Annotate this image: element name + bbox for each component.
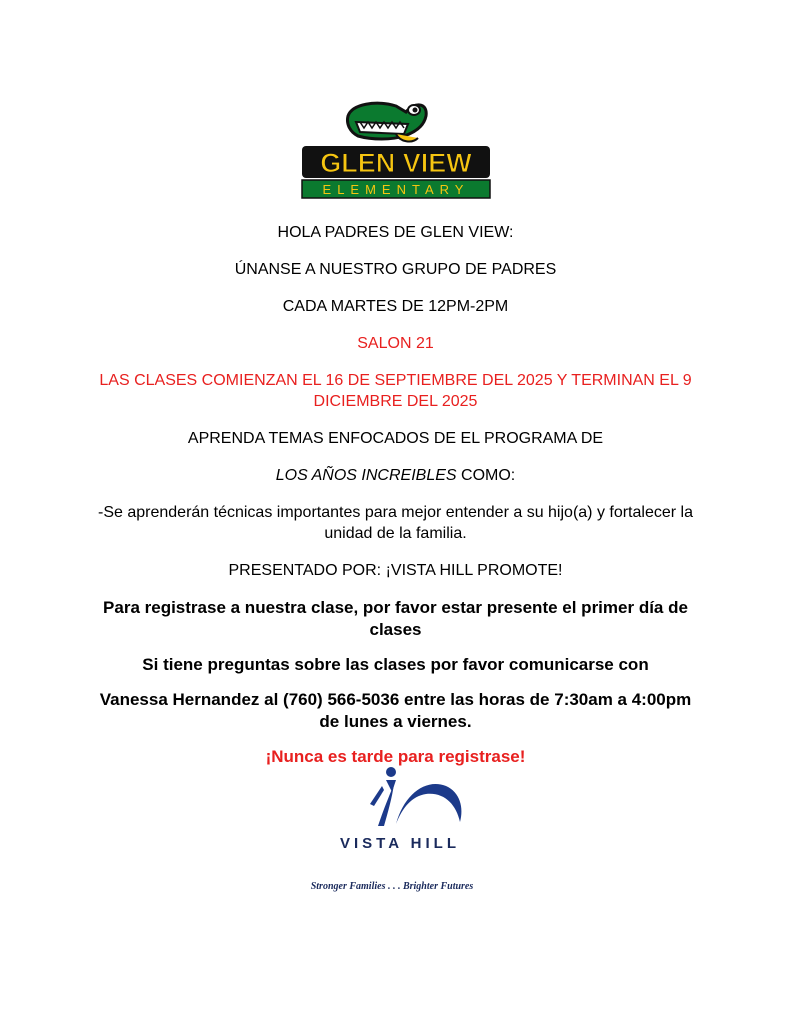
benefit-line: -Se aprenderán técnicas importantes para mejor entender a su hijo(a) y fortalecer la unidad de la familia.	[98, 504, 693, 542]
program-name: LOS AÑOS INCREIBLES	[275, 467, 457, 484]
glen-view-wordmark	[302, 146, 490, 198]
contact-line: Vanessa Hernandez al (760) 566-5036 entre las horas de 7:30am a 4:00pm de lunes a viernes.	[99, 690, 692, 731]
learn-line: APRENDA TEMAS ENFOCADOS DE EL PROGRAMA DE	[187, 430, 604, 447]
schedule-line: CADA MARTES DE 12PM-2PM	[282, 298, 509, 315]
greeting-line: HOLA PADRES DE GLEN VIEW:	[277, 224, 514, 241]
logo-subtitle: ELEMENTARY	[322, 182, 470, 197]
presented-line: PRESENTADO POR: ¡VISTA HILL PROMOTE!	[228, 562, 563, 579]
vista-hill-tagline: Stronger Families . . . Brighter Futures	[310, 881, 474, 892]
vista-hill-name: VISTA HILL	[340, 835, 460, 852]
alligator-mascot-icon	[347, 103, 426, 141]
room-line: SALON 21	[357, 335, 434, 352]
questions-line: Si tiene preguntas sobre las clases por favor comunicarse con	[142, 655, 649, 674]
person-arc-icon	[370, 767, 461, 826]
program-suffix: COMO:	[456, 467, 516, 484]
dates-line: LAS CLASES COMIENZAN EL 16 DE SEPTIEMBRE DEL 2025 Y TERMINAN EL 9 DICIEMBRE DEL 2025	[99, 372, 692, 410]
glen-view-logo	[296, 94, 496, 202]
closing-line: ¡Nunca es tarde para registrase!	[265, 747, 526, 766]
logo-title: GLEN VIEW	[320, 148, 472, 178]
register-line: Para registrase a nuestra clase, por favor estar presente el primer día de clases	[103, 598, 688, 639]
vista-hill-logo	[300, 764, 500, 896]
program-line	[90, 465, 701, 486]
join-line: ÚNANSE A NUESTRO GRUPO DE PADRES	[234, 261, 557, 278]
flyer-body	[90, 222, 701, 781]
